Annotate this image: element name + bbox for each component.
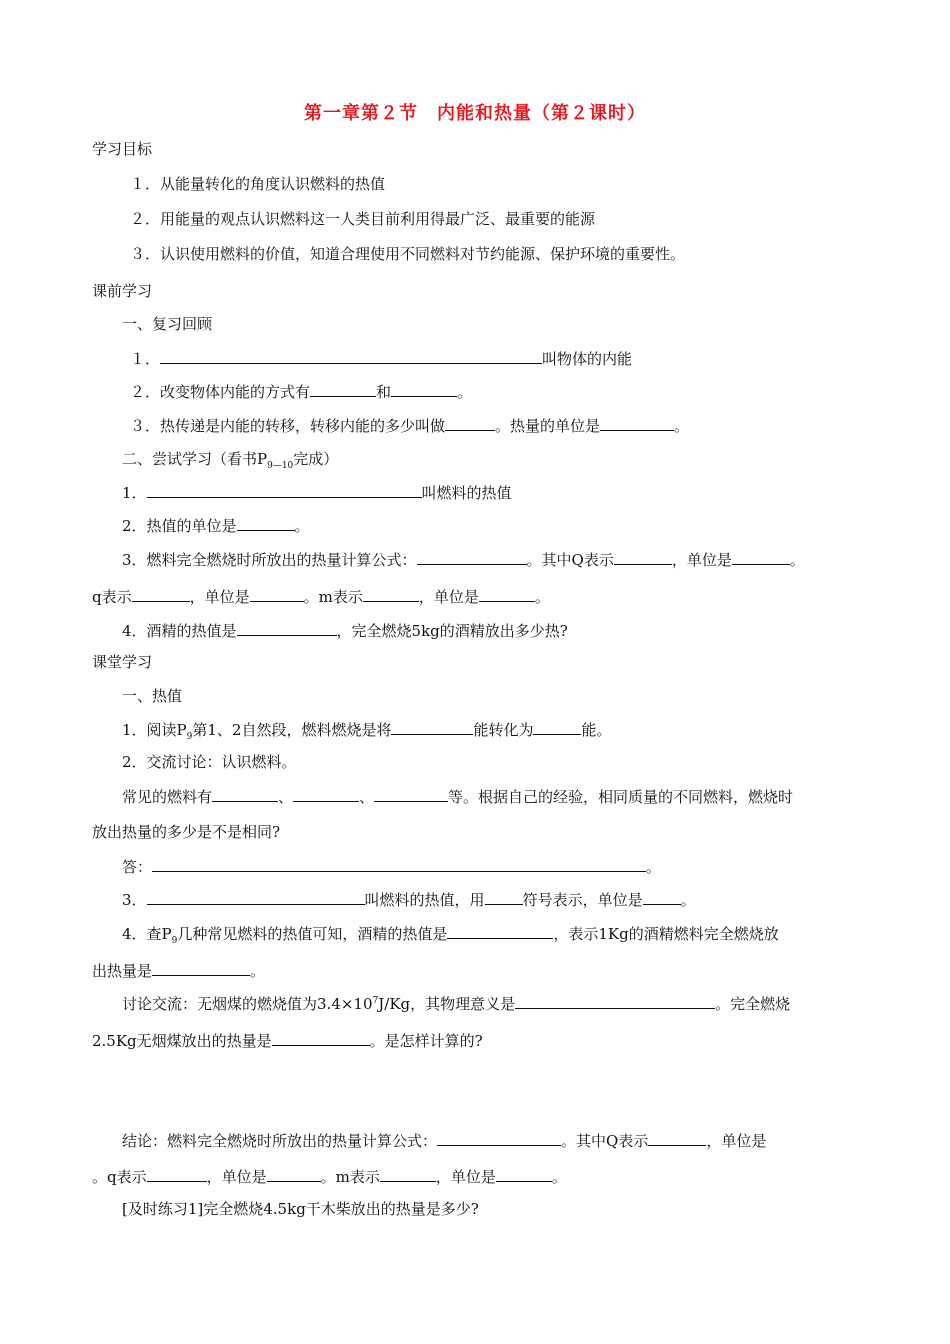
common-fuels-line-continued: 放出热量的多少是不是相同? [92,823,281,841]
discussion-line: 讨论交流：无烟煤的燃烧值为$3.4\times 10^7J/Kg$，其物理意义是 。完全燃烧 [122,995,791,1013]
answer-blank[interactable] [293,786,359,802]
answer-blank[interactable] [600,415,674,431]
discussion-line-continued: 2.5Kg无烟煤放出的热量是 。是怎样计算的? [92,1032,483,1050]
try-item-4: 4．酒精的热值是 ，完全燃烧5kg的酒精放出多少热? [122,622,568,640]
answer-blank[interactable] [614,549,672,565]
answer-blank[interactable] [479,586,535,602]
answer-blank[interactable] [147,482,422,498]
answer-blank[interactable] [391,381,457,397]
common-fuels-line: 常见的燃料有 、 、 等。根据自己的经验，相同质量的不同燃料，燃烧时 [122,788,794,806]
try-item-3: 3．燃料完全燃烧时所放出的热量计算公式： 。其中Q表示 ，单位是 。 [122,551,805,569]
class-item-4: 4．查$P_9$几种常见燃料的热值可知，酒精的热值是 ，表示1Kg的酒精燃料完全燃烧放 [122,925,779,946]
goal-item-2: ２．用能量的观点认识燃料这一人类目前利用得最广泛、最重要的能源 [130,210,596,228]
answer-blank[interactable] [237,515,295,531]
answer-line: 答： 。 [122,858,662,876]
answer-blank[interactable] [250,586,304,602]
try-item-3-continued: q表示 ，单位是 。m表示 ，单位是 。 [92,588,550,606]
answer-blank[interactable] [515,993,715,1009]
answer-blank[interactable] [447,923,553,939]
answer-blank[interactable] [132,586,190,602]
answer-blank[interactable] [147,889,365,905]
answer-blank[interactable] [648,1130,706,1146]
answer-blank[interactable] [485,889,523,905]
answer-blank[interactable] [732,549,790,565]
answer-blank[interactable] [160,348,542,364]
answer-blank[interactable] [417,549,527,565]
class-item-3: 3． 叫燃料的热值，用 符号表示，单位是 。 [122,891,696,909]
goal-item-3: ３．认识使用燃料的价值，知道合理使用不同燃料对节约能源、保护环境的重要性。 [130,245,686,263]
try-item-1: 1． 叫燃料的热值 [122,484,512,502]
class-item-1: 1．阅读$P_9$第1、2自然段，燃料燃烧是将 能转化为 能。 [122,721,612,742]
try-heading: 二、尝试学习（看书$P_{9—10}$完成） [122,450,339,471]
practice-question-1: [及时练习1]完全燃烧4.5kg干木柴放出的热量是多少? [122,1200,479,1218]
answer-blank[interactable] [374,786,448,802]
answer-blank[interactable] [437,1130,561,1146]
answer-blank[interactable] [152,960,250,976]
class-item-2: 2．交流讨论：认识燃料。 [122,753,297,771]
answer-blank[interactable] [212,786,278,802]
pre-study-heading: 课前学习 [92,282,153,300]
answer-blank[interactable] [237,620,337,636]
conclusion-line: 结论：燃料完全燃烧时所放出的热量计算公式： 。其中Q表示 ，单位是 [122,1132,767,1150]
answer-blank[interactable] [380,1166,436,1182]
conclusion-line-continued: 。q表示 ，单位是 。m表示 ，单位是 。 [92,1168,567,1186]
answer-blank[interactable] [533,719,581,735]
answer-blank[interactable] [152,856,646,872]
review-item-2: ２．改变物体内能的方式有 和 。 [130,383,473,401]
answer-blank[interactable] [445,415,495,431]
review-heading: 一、复习回顾 [122,315,213,333]
class-study-heading: 课堂学习 [92,653,153,671]
review-item-3: ３．热传递是内能的转移，转移内能的多少叫做 。热量的单位是 。 [130,417,690,435]
goals-heading: 学习目标 [92,140,153,158]
goal-item-1: １．从能量转化的角度认识燃料的热值 [130,175,386,193]
try-item-2: 2．热值的单位是 。 [122,517,310,535]
class-item-4-continued: 出热量是 。 [92,962,266,980]
answer-blank[interactable] [496,1166,552,1182]
answer-blank[interactable] [643,889,681,905]
answer-blank[interactable] [147,1166,207,1182]
answer-blank[interactable] [363,586,419,602]
answer-blank[interactable] [272,1030,370,1046]
answer-blank[interactable] [267,1166,321,1182]
answer-blank[interactable] [310,381,376,397]
page-title: 第一章第２节 内能和热量（第２课时） [304,103,646,124]
review-item-1: １． 叫物体的内能 [130,350,633,368]
heat-value-heading: 一、热值 [122,687,183,705]
answer-blank[interactable] [391,719,473,735]
